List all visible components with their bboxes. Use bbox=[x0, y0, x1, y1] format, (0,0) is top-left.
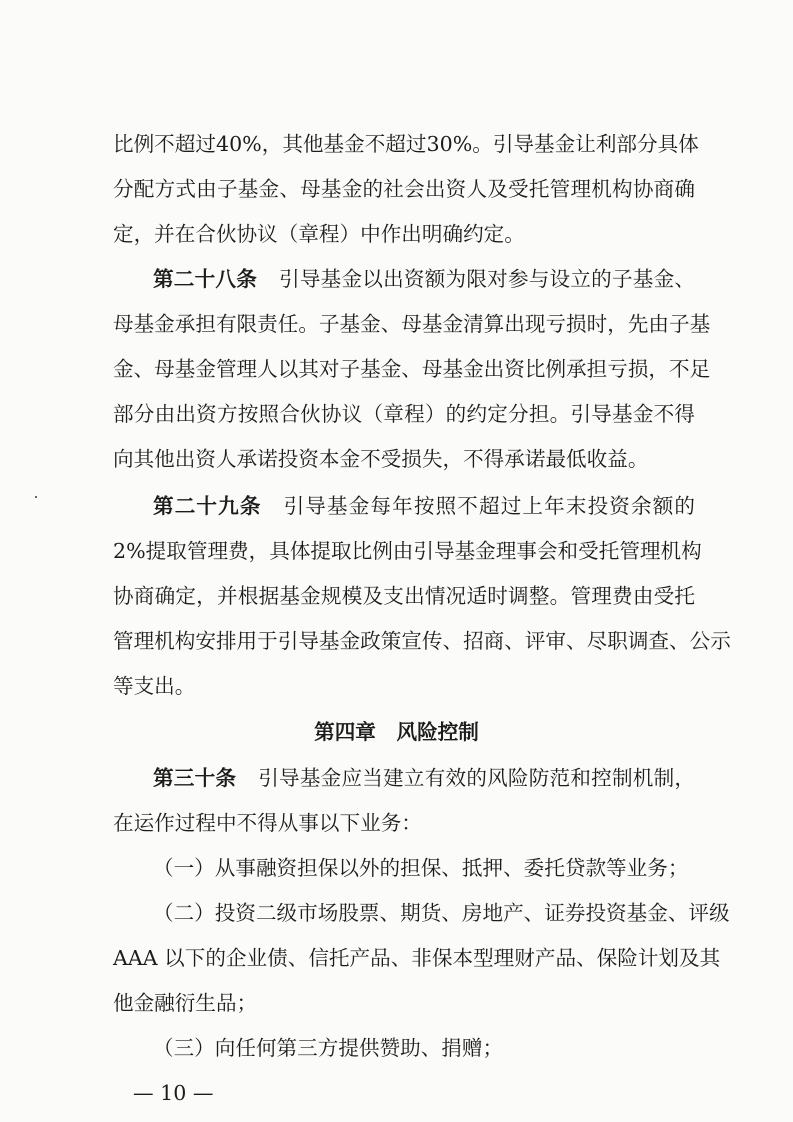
paragraph-line: 定，并在合伙协议（章程）中作出明确约定。 bbox=[113, 222, 525, 246]
paragraph-line: AAA 以下的企业债、信托产品、非保本型理财产品、保险计划及其 bbox=[113, 946, 721, 970]
article-29-first-line bbox=[153, 489, 695, 523]
article-29-title: 第二十九条 bbox=[153, 494, 262, 518]
paragraph-line: 在运作过程中不得从事以下业务： bbox=[113, 811, 422, 835]
chapter-heading: 第四章 风险控制 bbox=[314, 720, 479, 744]
article-30-title: 第三十条 bbox=[153, 766, 237, 790]
paragraph-line: 等支出。 bbox=[113, 674, 196, 698]
paragraph-line: 分配方式由子基金、母基金的社会出资人及受托管理机构协商确 bbox=[113, 177, 695, 201]
article-29-text: 引导基金每年按照不超过上年末投资余额的 bbox=[283, 494, 696, 518]
page-number: — 10 — bbox=[133, 1081, 214, 1105]
article-30-first-line bbox=[153, 761, 695, 795]
paragraph-line: 2%提取管理费，具体提取比例由引导基金理事会和受托管理机构 bbox=[113, 539, 702, 563]
paragraph-line: 金、母基金管理人以其对子基金、母基金出资比例承担亏损，不足 bbox=[113, 357, 711, 381]
paragraph-line: 协商确定，并根据基金规模及支出情况适时调整。管理费由受托 bbox=[113, 584, 695, 608]
paragraph-line: 比例不超过40%，其他基金不超过30%。引导基金让利部分具体 bbox=[113, 132, 699, 156]
article-28-title: 第二十八条 bbox=[153, 267, 258, 291]
binding-mark bbox=[35, 496, 37, 498]
paragraph-line: 他金融衍生品； bbox=[113, 991, 258, 1015]
list-item: （三）向任何第三方提供赞助、捐赠； bbox=[153, 1036, 504, 1060]
paragraph-line: 向其他出资人承诺投资本金不受损失，不得承诺最低收益。 bbox=[113, 447, 649, 471]
paragraph-line: 管理机构安排用于引导基金政策宣传、招商、评审、尽职调查、公示 bbox=[113, 629, 731, 653]
list-item: （一）从事融资担保以外的担保、抵押、委托贷款等业务； bbox=[153, 856, 689, 880]
article-28-first-line bbox=[153, 262, 695, 296]
list-item: （二）投资二级市场股票、期货、房地产、证券投资基金、评级 bbox=[153, 901, 730, 925]
paragraph-line: 部分由出资方按照合伙协议（章程）的约定分担。引导基金不得 bbox=[113, 402, 695, 426]
article-28-text: 引导基金以出资额为限对参与设立的子基金、 bbox=[279, 267, 696, 291]
paragraph-line: 母基金承担有限责任。子基金、母基金清算出现亏损时，先由子基 bbox=[113, 312, 711, 336]
article-30-text: 引导基金应当建立有效的风险防范和控制机制， bbox=[258, 766, 695, 790]
